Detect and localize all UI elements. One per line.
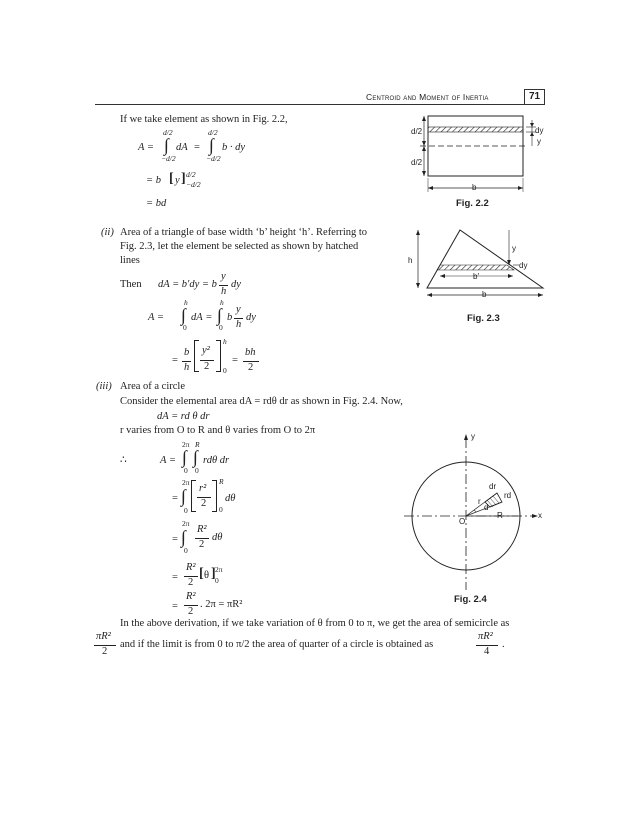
rect-lhs: A = (138, 142, 154, 153)
circle-int1-sign-a: ∫ (182, 447, 187, 467)
rect-int2-integrand: b · dy (222, 142, 246, 153)
rect-int1-sign: ∫ (164, 135, 169, 155)
header-rule (95, 104, 543, 105)
circle-int1-upper-R: R (195, 440, 200, 449)
tri-res-lbracket (194, 340, 199, 372)
circle-eq2-r2: r² (199, 483, 207, 494)
circle-therefore: ∴ (120, 455, 127, 466)
rect-eq3-lbracket: [ (169, 171, 174, 186)
circle-eq2-sign: = (172, 493, 178, 504)
tri-res-upper: h (223, 337, 227, 346)
fig23-diagram (405, 224, 555, 304)
circle-eq4-lower: 0 (215, 576, 219, 585)
circle-eq3-sign: = (172, 534, 178, 545)
fig22-label-b: b (472, 183, 477, 192)
rect-int1-lower: −d/2 (161, 154, 176, 163)
tri-A-lhs: A = (148, 312, 164, 323)
circle-title: Area of a circle (120, 381, 185, 392)
tri-int2-upper: h (220, 298, 224, 307)
fig22-label-dy: dy (535, 126, 544, 135)
circle-eq4-theta: θ (204, 570, 210, 581)
circle-int1-sign-b: ∫ (193, 447, 198, 467)
tri-res-b: b (184, 347, 190, 358)
tri-res-bh: bh (245, 347, 256, 358)
triangle-marker: (ii) (101, 227, 114, 238)
fig24-caption: Fig. 2.4 (454, 594, 487, 605)
circle-eq3-lower: 0 (184, 546, 188, 555)
circle-marker: (iii) (96, 381, 112, 392)
fig24-label-d: d (484, 503, 489, 512)
tri-res-rbracket (216, 340, 221, 372)
circle-consider: Consider the elemental area dA = rdθ dr as shown in Fig. 2.4. Now, (120, 396, 403, 407)
rect-int2-lower: −d/2 (206, 154, 221, 163)
rect-eq3-text: = b (146, 175, 161, 186)
tri-int2-dy: dy (246, 312, 256, 323)
conclusion-frac2-den: 4 (484, 646, 490, 657)
fig22-diagram (408, 108, 588, 198)
circle-eq3-upper: 2π (182, 519, 190, 528)
triangle-text-1: Area of a triangle of base width ‘b’ height ‘h’. Referring to (120, 227, 368, 238)
conclusion-line2: and if the limit is from 0 to π/2 the area of quarter of a circle is obtained as (120, 639, 434, 650)
rect-eq-sign: = (194, 142, 200, 153)
tri-int2-frac-num: y (236, 304, 241, 315)
circle-eq2-2: 2 (201, 498, 207, 509)
rect-eq3-rbracket: ] (181, 171, 186, 186)
tri-res-y2: y² (202, 345, 210, 356)
circle-eq5-tail: . 2π = πR² (200, 599, 243, 610)
running-header: Centroid and Moment of Inertia (366, 92, 489, 102)
tri-int-eq: = (206, 312, 212, 323)
circle-eq3-2: 2 (199, 539, 205, 550)
circle-eq5-R2: R² (186, 591, 196, 602)
rect-eq3-upper: d/2 (186, 170, 196, 179)
fig24-diagram (400, 430, 540, 595)
tri-int2-lower: 0 (219, 323, 223, 332)
rect-int1-upper: d/2 (163, 128, 173, 137)
tri-int2-sign: ∫ (217, 305, 222, 325)
fig24-label-rd: rd (504, 491, 512, 500)
tri-int1-dA: dA (191, 312, 203, 323)
tri-int2-b: b (227, 312, 233, 323)
conclusion-end: . (502, 639, 505, 650)
circle-int1-integrand: rdθ dr (203, 455, 230, 466)
tri-int1-lower: 0 (183, 323, 187, 332)
then-label: Then (120, 279, 142, 290)
conclusion-frac2-num: πR² (478, 631, 493, 642)
circle-eq5-2: 2 (188, 606, 194, 617)
rect-eq3-lower: −d/2 (186, 180, 201, 189)
tri-res-h: h (184, 362, 190, 373)
conclusion-frac1-num: πR² (96, 631, 111, 642)
tri-res-eq2: = (232, 355, 238, 366)
circle-eq4-R2: R² (186, 562, 196, 573)
fig22-caption: Fig. 2.2 (456, 198, 489, 209)
circle-varies: r varies from O to R and θ varies from O to 2π (120, 425, 316, 436)
fig22-label-y: y (537, 137, 541, 146)
circle-eq5-sign: = (172, 601, 178, 612)
tri-res-eq: = (172, 355, 178, 366)
fig24-label-dr: dr (489, 482, 497, 491)
circle-eq2-r-lower: 0 (219, 505, 223, 514)
circle-eq3-R2: R² (197, 524, 207, 535)
fig22-label-d2-bottom: d/2 (411, 158, 423, 167)
circle-dA-eq: dA = rd θ dr (157, 411, 210, 422)
circle-eq4-lbracket: [ (199, 566, 204, 581)
rect-int2-sign: ∫ (209, 135, 214, 155)
tri-res-2: 2 (204, 361, 210, 372)
tri-res-lower: 0 (223, 366, 227, 375)
rect-int1-integrand: dA (176, 142, 188, 153)
tri-res-2b: 2 (248, 362, 254, 373)
then-dy: dy (231, 279, 241, 290)
circle-eq2-upper: 2π (182, 478, 190, 487)
circle-eq2-lower: 0 (184, 506, 188, 515)
tri-int1-sign: ∫ (181, 305, 186, 325)
tri-int1-upper: h (184, 298, 188, 307)
rect-eq4: = bd (146, 198, 167, 209)
fig22-label-d2-top: d/2 (411, 127, 423, 136)
circle-eq4-upper: 2π (215, 565, 223, 574)
fig23-label-b: b (482, 290, 487, 299)
rect-eq3-var: y (175, 175, 180, 186)
fig24-label-r: r (478, 497, 481, 506)
page-number: 71 (524, 89, 545, 105)
conclusion-frac1-den: 2 (102, 646, 108, 657)
circle-eq2-r-upper: R (219, 477, 224, 486)
circle-eq4-sign: = (172, 572, 178, 583)
fig23-label-b-prime: b′ (473, 272, 479, 281)
fig24-label-y: y (471, 432, 475, 441)
tri-int2-frac-den: h (236, 319, 242, 330)
then-frac-den: h (221, 286, 227, 297)
fig24-label-x: x (538, 511, 542, 520)
rect-intro: If we take element as shown in Fig. 2.2, (120, 114, 288, 125)
circle-int1-upper-2pi: 2π (182, 440, 190, 449)
circle-eq4-rbracket: ] (211, 566, 216, 581)
circle-A-lhs: A = (160, 455, 176, 466)
circle-eq4-2: 2 (188, 577, 194, 588)
fig24-label-O: O (459, 517, 466, 526)
then-eq: dA = b′dy = b (158, 279, 217, 290)
rect-int2-upper: d/2 (208, 128, 218, 137)
conclusion-line1: In the above derivation, if we take variation of θ from 0 to π, we get the area of semicircle as (120, 618, 510, 629)
circle-eq2-int: ∫ (181, 486, 186, 506)
circle-eq3-int: ∫ (181, 527, 186, 547)
circle-int1-lower-a: 0 (184, 466, 188, 475)
circle-eq2-dtheta: dθ (225, 493, 236, 504)
circle-eq3-dtheta: dθ (212, 532, 223, 543)
circle-eq2-lbracket (191, 480, 196, 512)
fig23-caption: Fig. 2.3 (467, 313, 500, 324)
fig23-label-dy: dy (519, 261, 528, 270)
circle-eq2-rbracket (212, 480, 217, 512)
circle-int1-lower-b: 0 (195, 466, 199, 475)
fig23-label-h: h (408, 256, 413, 265)
fig23-label-y: y (512, 244, 516, 253)
triangle-text-2: Fig. 2.3, let the element be selected as shown by hatched (120, 241, 359, 252)
fig24-label-R: R (497, 511, 503, 520)
triangle-text-3: lines (120, 255, 140, 266)
then-frac-num: y (221, 271, 226, 282)
